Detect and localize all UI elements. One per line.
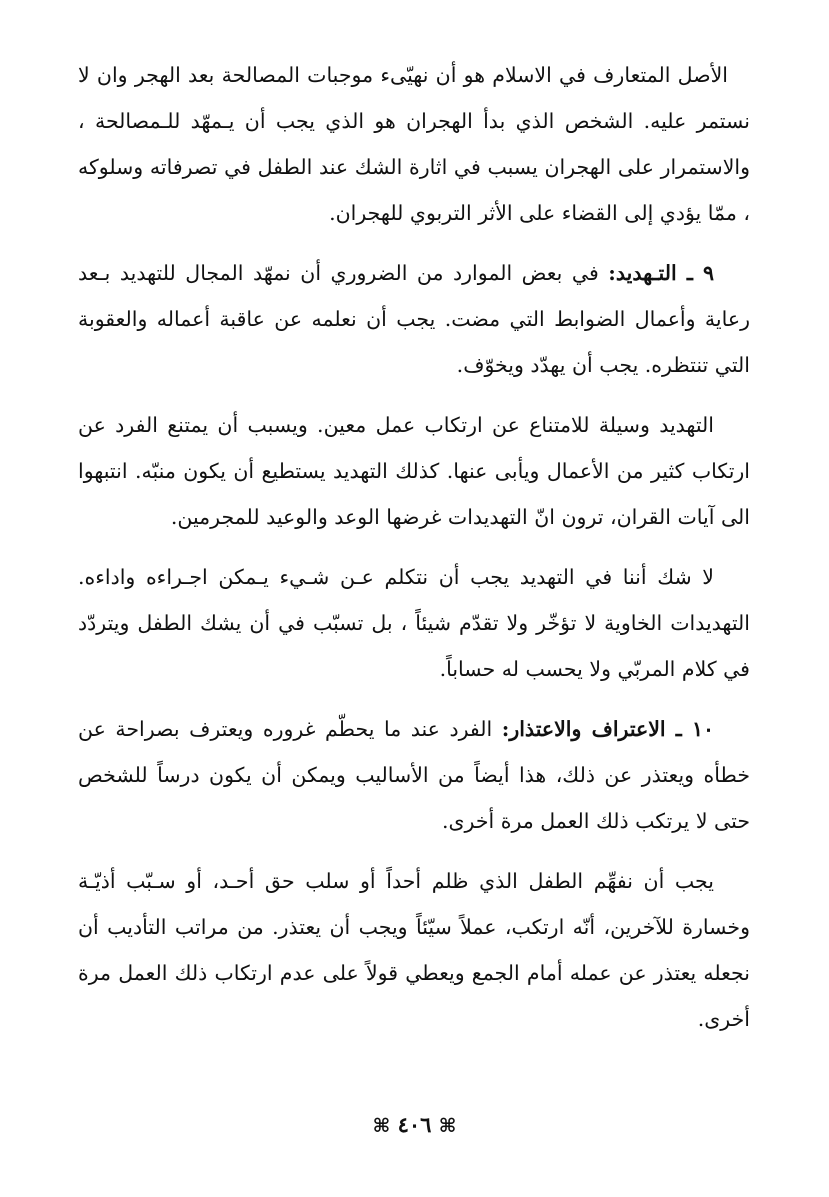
page-footer <box>0 1112 829 1137</box>
paragraph-text: الأصل المتعارف في الاسلام هو أن نهيّىء موجبات المصالحة بعد الهجر وان لا نستمر عليه. الشخص الذي بدأ الهجران هو الذي يجب أن يـمهّد للـمصالحة ، والاستمرار على الهجران يسبب في اثارة الشك عند الطفل في تصرفاته وسلوكه ، ممّا يؤدي إلى القضاء على الأثر التربوي للهجران. <box>78 63 750 225</box>
paragraph-apology-practice <box>78 858 750 1042</box>
paragraph-reconciliation <box>78 52 750 236</box>
paragraph-apology-heading <box>78 706 750 844</box>
section-heading-threat: ٩ ـ التـهديد: <box>608 261 714 285</box>
paragraph-text: لا شك أننا في التهديد يجب أن نتكلم عـن شـيء يـمكن اجـراءه واداءه. التهديدات الخاوية لا تؤخّر ولا تقدّم شيئاً ، بل تسبّب في أن يشك الطفل ويتردّد في كلام المربّي ولا يحسب له حساباً. <box>78 565 750 681</box>
ornament-right-icon: ⌘ <box>438 1115 457 1137</box>
paragraph-threat-heading <box>78 250 750 388</box>
paragraph-text: الفرد عند ما يحطّم غروره ويعترف بصراحة عن خطأه ويعتذر عن ذلك، هذا أيضاً من الأساليب ويمكن أن يكون درساً للشخص حتى لا يرتكب ذلك العمل مرة أخرى. <box>78 717 750 833</box>
paragraph-text: في بعض الموارد من الضروري أن نمهّد المجال للتهديد بـعد رعاية وأعمال الضوابط التي مضت. يجب أن نعلمه عن عاقبة أعماله والعقوبة التي تنتظره. يجب أن يهدّد ويخوّف. <box>78 261 750 377</box>
paragraph-text: التهديد وسيلة للامتناع عن ارتكاب عمل معين. ويسبب أن يمتنع الفرد عن ارتكاب كثير من الأعمال ويأبى عنها. كذلك التهديد يستطيع أن يكون منبّه. انتبهوا الى آيات القران، ترون انّ التهديدات غرضها الوعد والوعيد للمجرمين. <box>78 413 750 529</box>
paragraph-text: يجب أن نفهِّم الطفل الذي ظلم أحداً أو سلب حق أحـد، أو سـبّب أذيّـة وخسارة للآخرين، أنّه ارتكب، عملاً سيّئاً ويجب أن يعتذر. من مراتب التأديب أن نجعله يعتذر عن عمله أمام الجمع ويعطي قولاً على عدم ارتكاب ذلك العمل مرة أخرى. <box>78 869 750 1031</box>
paragraph-threat-means <box>78 402 750 540</box>
page-number: ٤٠٦ <box>397 1112 432 1137</box>
paragraph-empty-threats <box>78 554 750 692</box>
ornament-left-icon: ⌘ <box>372 1115 391 1137</box>
page-body <box>78 52 750 1056</box>
section-heading-apology: ١٠ ـ الاعتراف والاعتذار: <box>501 717 715 741</box>
